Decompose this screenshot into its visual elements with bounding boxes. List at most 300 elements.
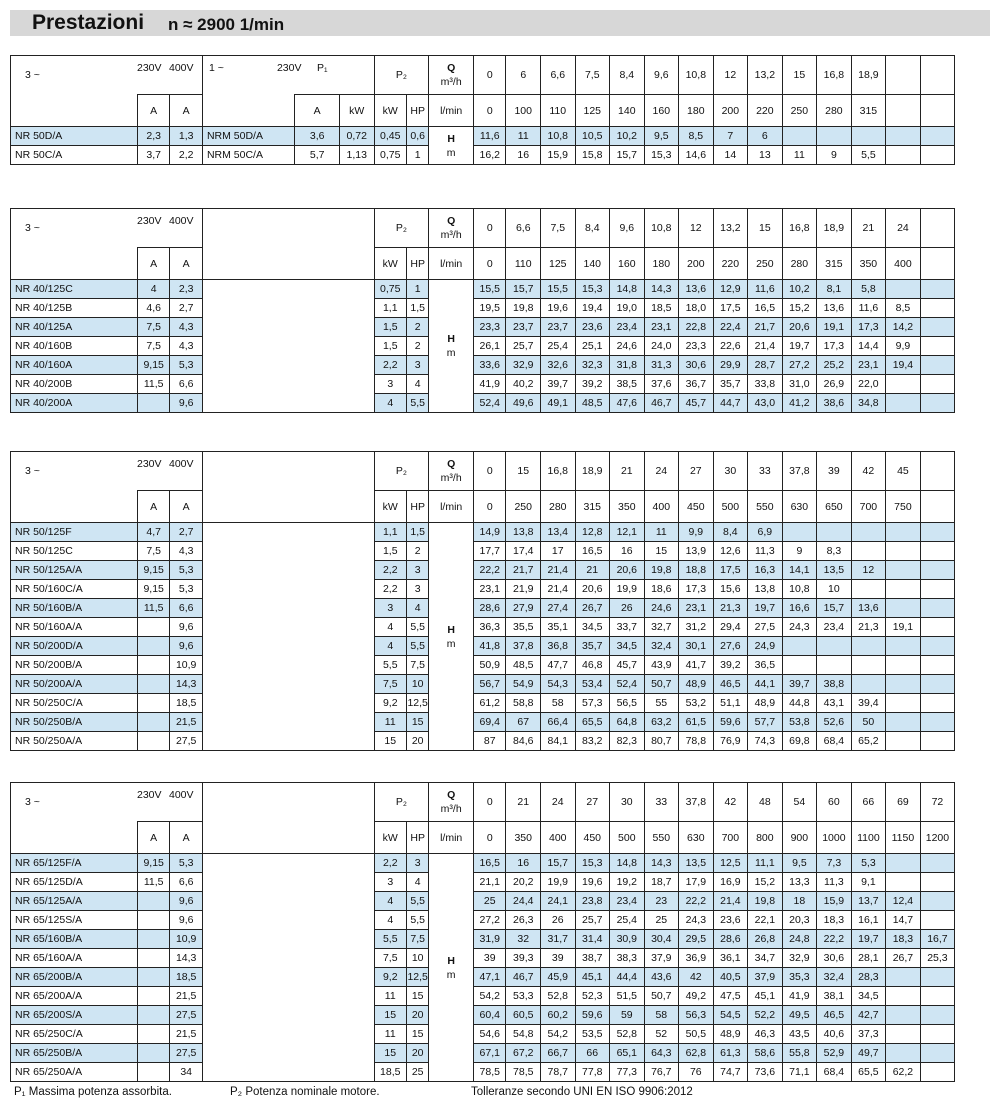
p2-hp-cell: 4	[407, 599, 429, 618]
head-value-cell	[886, 394, 921, 413]
head-value-cell: 17,3	[679, 580, 714, 599]
head-value-cell: 19,8	[644, 561, 679, 580]
head-value-cell	[920, 732, 955, 751]
head-value-cell: 26,8	[748, 930, 783, 949]
table-row	[11, 949, 990, 968]
head-value-cell: 28,6	[474, 599, 506, 618]
head-value-cell: 76,7	[644, 1063, 679, 1082]
table-row	[11, 911, 990, 930]
head-value-cell: 62,2	[886, 1063, 921, 1082]
amp-400-cell: 6,6	[170, 375, 203, 394]
head-value-cell: 25,1	[575, 337, 610, 356]
head-value-cell: 60,5	[506, 1006, 541, 1025]
head-value-cell	[886, 580, 921, 599]
head-value-cell: 46,3	[748, 1025, 783, 1044]
p2-kw-cell: 1,1	[374, 523, 406, 542]
p2-label: P₂	[395, 465, 407, 477]
head-value-cell: 43,1	[817, 694, 852, 713]
p2-hp-cell: 3	[407, 854, 429, 873]
head-value-cell: 23,1	[474, 580, 506, 599]
p2-kw-cell: 7,5	[374, 675, 406, 694]
amp-230-cell	[137, 394, 169, 413]
p2-hp-cell: 20	[407, 732, 429, 751]
head-value-cell: 10,8	[541, 127, 576, 146]
head-value-cell	[920, 1044, 955, 1063]
q-lmin-cell: 220	[748, 95, 783, 127]
q-lmin-cell: 400	[886, 248, 921, 280]
amp-230-cell	[137, 1006, 169, 1025]
amp-230-cell	[137, 713, 169, 732]
head-value-cell: 39,2	[713, 656, 748, 675]
head-value-cell: 57,3	[575, 694, 610, 713]
head-value-cell: 45,7	[679, 394, 714, 413]
model-cell: NR 65/160A/A	[11, 949, 138, 968]
m-label: m	[446, 347, 456, 359]
head-value-cell: 37,9	[644, 949, 679, 968]
head-value-cell: 12	[851, 561, 886, 580]
p2-hp-header: HP	[407, 248, 429, 280]
head-value-cell: 53,4	[575, 675, 610, 694]
m3h-label: m³/h	[440, 229, 462, 241]
amp-230-cell	[137, 987, 169, 1006]
head-value-cell: 22,8	[679, 318, 714, 337]
head-value-cell: 68,4	[817, 732, 852, 751]
model-cell: NR 50C/A	[11, 146, 138, 165]
q-lmin-cell: 0	[474, 822, 506, 854]
h-label: H	[447, 623, 455, 636]
head-value-cell: 26,9	[817, 375, 852, 394]
table-row	[11, 337, 990, 356]
head-value-cell: 12,9	[713, 280, 748, 299]
q-m3h-cell: 42	[851, 452, 886, 491]
head-value-cell: 15,7	[541, 854, 576, 873]
table-row	[11, 930, 990, 949]
model-cell: NR 50/200D/A	[11, 637, 138, 656]
q-m3h-cell: 16,8	[817, 56, 852, 95]
p2-header	[374, 783, 429, 822]
q-lmin-cell	[886, 95, 921, 127]
head-value-cell: 53,8	[782, 713, 817, 732]
head-value-cell: 23,4	[817, 618, 852, 637]
q-lmin-cell: 900	[782, 822, 817, 854]
model-cell: NR 40/160B	[11, 337, 138, 356]
head-value-cell: 19,5	[474, 299, 506, 318]
amp-230-header: A	[137, 248, 169, 280]
head-value-cell: 34,7	[748, 949, 783, 968]
p2-hp-cell: 25	[407, 1063, 429, 1082]
head-value-cell: 22,1	[748, 911, 783, 930]
head-value-cell: 46,7	[644, 394, 679, 413]
amp-230-header: A	[137, 95, 169, 127]
head-value-cell: 23,8	[575, 892, 610, 911]
head-value-cell: 19,4	[886, 356, 921, 375]
head-value-cell: 36,8	[541, 637, 576, 656]
amp-400-cell: 9,6	[170, 394, 203, 413]
p2-kw-cell: 4	[374, 394, 406, 413]
head-value-cell: 26,7	[886, 949, 921, 968]
head-value-cell: 74,3	[748, 732, 783, 751]
head-value-cell: 23,4	[610, 892, 645, 911]
head-value-cell: 9	[782, 542, 817, 561]
head-value-cell: 27,2	[782, 356, 817, 375]
model-cell: NR 40/200A	[11, 394, 138, 413]
q-m3h-cell: 0	[474, 783, 506, 822]
head-value-cell: 12,5	[713, 854, 748, 873]
amp-230-cell: 11,5	[137, 375, 169, 394]
head-value-cell: 49,7	[851, 1044, 886, 1063]
head-value-cell	[920, 694, 955, 713]
head-value-cell: 54,2	[541, 1025, 576, 1044]
head-value-cell: 35,5	[506, 618, 541, 637]
head-value-cell: 57,7	[748, 713, 783, 732]
head-value-cell: 61,5	[679, 713, 714, 732]
head-value-cell: 41,7	[679, 656, 714, 675]
head-value-cell: 19,8	[506, 299, 541, 318]
head-value-cell	[920, 599, 955, 618]
q-lmin-cell: 750	[886, 491, 921, 523]
head-value-cell: 78,8	[679, 732, 714, 751]
head-value-cell: 37,3	[851, 1025, 886, 1044]
head-value-cell: 17,9	[679, 873, 714, 892]
q-m3h-cell: 18,9	[575, 452, 610, 491]
q-lmin-cell: 125	[575, 95, 610, 127]
amp-400-header: A	[170, 822, 203, 854]
head-value-cell: 48,9	[748, 694, 783, 713]
p2-hp-cell: 4	[407, 873, 429, 892]
q-lmin-cell: 500	[713, 491, 748, 523]
head-value-cell: 32,9	[782, 949, 817, 968]
model-cell: NR 65/200S/A	[11, 1006, 138, 1025]
head-value-cell: 76	[679, 1063, 714, 1082]
m-label: m	[446, 637, 456, 650]
head-value-cell: 76,9	[713, 732, 748, 751]
amp-400-cell: 9,6	[170, 618, 203, 637]
p2-kw-header: kW	[374, 491, 406, 523]
head-value-cell: 28,6	[713, 930, 748, 949]
table-row	[11, 713, 990, 732]
q-m3h-cell: 60	[817, 783, 852, 822]
head-value-cell	[920, 987, 955, 1006]
head-value-cell: 22,6	[713, 337, 748, 356]
head-value-cell: 24,6	[610, 337, 645, 356]
q-m3h-cell	[886, 56, 921, 95]
head-value-cell: 5,3	[851, 854, 886, 873]
q-lmin-cell: 550	[644, 822, 679, 854]
amp-400-cell: 2,3	[170, 280, 203, 299]
amp-230-cell	[137, 618, 169, 637]
p2-hp-cell: 5,5	[407, 637, 429, 656]
head-value-cell: 47,5	[713, 987, 748, 1006]
q-header	[429, 783, 474, 822]
p2-kw-header: kW	[374, 248, 406, 280]
head-value-cell	[886, 987, 921, 1006]
q-m3h-cell: 30	[610, 783, 645, 822]
head-value-cell: 62,8	[679, 1044, 714, 1063]
head-value-cell: 14	[713, 146, 748, 165]
p2-kw-cell: 2,2	[374, 854, 406, 873]
head-value-cell: 33,6	[474, 356, 506, 375]
q-lmin-cell: 1100	[851, 822, 886, 854]
q-lmin-cell: 180	[644, 248, 679, 280]
voltage-230-label: 230V	[276, 62, 302, 74]
head-value-cell: 48,9	[679, 675, 714, 694]
q-lmin-cell: 450	[679, 491, 714, 523]
p2-label: P₂	[395, 69, 407, 81]
head-value-cell: 36,9	[679, 949, 714, 968]
head-value-cell: 23,1	[644, 318, 679, 337]
head-value-cell: 46,8	[575, 656, 610, 675]
head-value-cell: 6	[748, 127, 783, 146]
head-value-cell: 42	[679, 968, 714, 987]
m3h-label: m³/h	[440, 76, 462, 88]
head-value-cell: 30,6	[679, 356, 714, 375]
table-row	[11, 542, 990, 561]
head-value-cell: 15,5	[541, 280, 576, 299]
q-m3h-cell: 24	[541, 783, 576, 822]
head-value-cell: 67,1	[474, 1044, 506, 1063]
p2-hp-cell: 7,5	[407, 656, 429, 675]
amp-230-cell: 9,15	[137, 854, 169, 873]
head-value-cell: 53,5	[575, 1025, 610, 1044]
amp-1ph-header: A	[295, 95, 340, 127]
amp-400-cell: 9,6	[170, 892, 203, 911]
p2-hp-cell: 0,6	[407, 127, 429, 146]
amp-400-cell: 5,3	[170, 580, 203, 599]
table-row	[11, 1006, 990, 1025]
amp-400-cell: 27,5	[170, 1044, 203, 1063]
head-value-cell: 25,3	[920, 949, 955, 968]
three-phase-header	[11, 783, 203, 822]
head-value-cell: 45,1	[748, 987, 783, 1006]
single-phase-header	[202, 56, 374, 95]
head-value-cell: 13,9	[679, 542, 714, 561]
q-lmin-cell: 160	[610, 248, 645, 280]
q-lmin-cell: 250	[782, 95, 817, 127]
table-row	[11, 618, 990, 637]
head-value-cell: 14,3	[644, 854, 679, 873]
q-lmin-cell: 250	[748, 248, 783, 280]
head-value-cell: 14,1	[782, 561, 817, 580]
table-row	[11, 656, 990, 675]
q-lmin-cell: 1200	[920, 822, 955, 854]
head-value-cell: 46,5	[817, 1006, 852, 1025]
head-value-cell: 31,7	[541, 930, 576, 949]
q-lmin-cell: 350	[506, 822, 541, 854]
p2-kw-header: kW	[374, 822, 406, 854]
amp-230-cell	[137, 732, 169, 751]
p2-kw-cell: 2,2	[374, 356, 406, 375]
head-value-cell: 14,6	[679, 146, 714, 165]
model-cell: NR 50/160C/A	[11, 580, 138, 599]
head-value-cell: 54,8	[506, 1025, 541, 1044]
head-value-cell: 52,8	[541, 987, 576, 1006]
head-value-cell	[886, 656, 921, 675]
head-value-cell: 32,9	[506, 356, 541, 375]
head-value-cell: 24,6	[644, 599, 679, 618]
amp-230-cell: 7,5	[137, 318, 169, 337]
head-value-cell: 40,6	[817, 1025, 852, 1044]
head-value-cell: 35,7	[713, 375, 748, 394]
head-value-cell: 31,2	[679, 618, 714, 637]
p2-hp-cell: 1,5	[407, 523, 429, 542]
head-value-cell: 38,7	[575, 949, 610, 968]
p2-kw-cell: 9,2	[374, 968, 406, 987]
amp-400-cell: 9,6	[170, 911, 203, 930]
q-lmin-cell: 650	[817, 491, 852, 523]
q-m3h-cell: 39	[817, 452, 852, 491]
head-value-cell: 30,6	[817, 949, 852, 968]
q-lmin-cell: 350	[851, 248, 886, 280]
q-label: Q	[447, 789, 456, 801]
head-value-cell: 63,2	[644, 713, 679, 732]
p2-kw-cell: 0,45	[374, 127, 406, 146]
single-phase-model-cell: NRM 50C/A	[202, 146, 294, 165]
lmin-label: l/min	[429, 822, 474, 854]
q-lmin-cell: 1000	[817, 822, 852, 854]
p2-kw-cell: 1,1	[374, 299, 406, 318]
p2-hp-cell: 12,5	[407, 694, 429, 713]
head-value-cell: 43,0	[748, 394, 783, 413]
p2-kw-cell: 15	[374, 1044, 406, 1063]
head-value-cell: 34,8	[851, 394, 886, 413]
head-value-cell: 31,8	[610, 356, 645, 375]
head-value-cell: 19,8	[748, 892, 783, 911]
amp-230-cell: 11,5	[137, 599, 169, 618]
q-m3h-cell: 6,6	[506, 209, 541, 248]
head-value-cell	[886, 1025, 921, 1044]
head-value-cell: 14,3	[644, 280, 679, 299]
head-value-cell: 11,3	[817, 873, 852, 892]
p2-kw-cell: 15	[374, 732, 406, 751]
p2-hp-cell: 10	[407, 675, 429, 694]
q-lmin-cell	[920, 248, 955, 280]
head-value-cell: 14,8	[610, 854, 645, 873]
blank-cell	[11, 491, 138, 523]
amp-230-cell: 2,3	[137, 127, 169, 146]
amp-230-cell	[137, 1063, 169, 1082]
head-value-cell: 44,8	[782, 694, 817, 713]
performance-table	[10, 451, 990, 751]
amp-400-cell: 21,5	[170, 713, 203, 732]
q-lmin-cell: 110	[541, 95, 576, 127]
head-value-cell: 37,8	[506, 637, 541, 656]
q-lmin-cell: 280	[817, 95, 852, 127]
head-value-cell	[886, 854, 921, 873]
head-value-cell: 21,3	[713, 599, 748, 618]
q-lmin-cell: 140	[575, 248, 610, 280]
head-value-cell: 38,3	[610, 949, 645, 968]
q-m3h-cell: 10,8	[679, 56, 714, 95]
amp-230-cell	[137, 675, 169, 694]
head-value-cell: 78,5	[506, 1063, 541, 1082]
head-value-cell: 16,6	[782, 599, 817, 618]
head-value-cell: 59	[610, 1006, 645, 1025]
amp-400-cell: 27,5	[170, 732, 203, 751]
table-row	[11, 580, 990, 599]
head-value-cell	[920, 675, 955, 694]
model-cell: NR 65/250C/A	[11, 1025, 138, 1044]
head-value-cell: 11	[506, 127, 541, 146]
head-value-cell: 8,5	[679, 127, 714, 146]
head-value-cell: 35,7	[575, 637, 610, 656]
head-value-cell: 61,2	[474, 694, 506, 713]
amp-230-cell: 11,5	[137, 873, 169, 892]
q-m3h-cell: 42	[713, 783, 748, 822]
head-value-cell: 27,6	[713, 637, 748, 656]
head-value-cell: 46,7	[506, 968, 541, 987]
performance-table	[10, 208, 990, 413]
p2-kw-cell: 5,5	[374, 930, 406, 949]
head-value-cell: 17	[541, 542, 576, 561]
head-value-cell: 31,3	[644, 356, 679, 375]
head-value-cell: 20,6	[610, 561, 645, 580]
head-value-cell: 17,4	[506, 542, 541, 561]
amp-400-cell: 6,6	[170, 599, 203, 618]
amp-230-cell	[137, 637, 169, 656]
head-value-cell: 10,2	[610, 127, 645, 146]
head-value-cell: 37,6	[644, 375, 679, 394]
head-value-cell: 9,5	[782, 854, 817, 873]
blank-cell	[202, 95, 294, 127]
head-value-cell: 27,5	[748, 618, 783, 637]
head-value-cell: 78,5	[474, 1063, 506, 1082]
p2-hp-cell: 10	[407, 949, 429, 968]
head-value-cell: 16,3	[748, 561, 783, 580]
p1-label: P₁	[316, 62, 328, 74]
amp-400-cell: 2,2	[170, 146, 203, 165]
empty-header	[202, 209, 374, 280]
amp-400-cell: 1,3	[170, 127, 203, 146]
q-m3h-cell: 0	[474, 56, 506, 95]
head-value-cell	[920, 356, 955, 375]
head-value-cell: 51,5	[610, 987, 645, 1006]
head-value-cell	[886, 280, 921, 299]
head-value-cell: 38,1	[817, 987, 852, 1006]
table-row	[11, 892, 990, 911]
head-value-cell: 38,8	[817, 675, 852, 694]
head-value-cell: 19,4	[575, 299, 610, 318]
head-value-cell	[920, 713, 955, 732]
q-m3h-cell	[920, 452, 955, 491]
q-lmin-cell: 400	[644, 491, 679, 523]
head-value-cell	[851, 637, 886, 656]
head-value-cell: 52,2	[748, 1006, 783, 1025]
head-value-cell: 51,1	[713, 694, 748, 713]
head-value-cell	[886, 542, 921, 561]
head-value-cell: 54,2	[474, 987, 506, 1006]
p2-hp-cell: 1	[407, 280, 429, 299]
head-value-cell: 39	[474, 949, 506, 968]
q-lmin-cell: 700	[713, 822, 748, 854]
head-value-cell: 12,6	[713, 542, 748, 561]
table-row	[11, 375, 990, 394]
amp-400-cell: 5,3	[170, 561, 203, 580]
head-value-cell: 29,4	[713, 618, 748, 637]
head-value-cell	[920, 873, 955, 892]
head-value-cell: 49,5	[782, 1006, 817, 1025]
q-m3h-cell: 54	[782, 783, 817, 822]
head-value-cell: 83,2	[575, 732, 610, 751]
head-value-cell: 21,4	[713, 892, 748, 911]
head-value-cell: 26	[610, 599, 645, 618]
table-row	[11, 1063, 990, 1082]
q-lmin-cell: 100	[506, 95, 541, 127]
head-value-cell: 21,9	[506, 580, 541, 599]
head-value-cell: 64,8	[610, 713, 645, 732]
head-value-cell: 17,5	[713, 299, 748, 318]
head-value-cell: 8,5	[886, 299, 921, 318]
voltage-230-label: 230V	[137, 789, 162, 801]
